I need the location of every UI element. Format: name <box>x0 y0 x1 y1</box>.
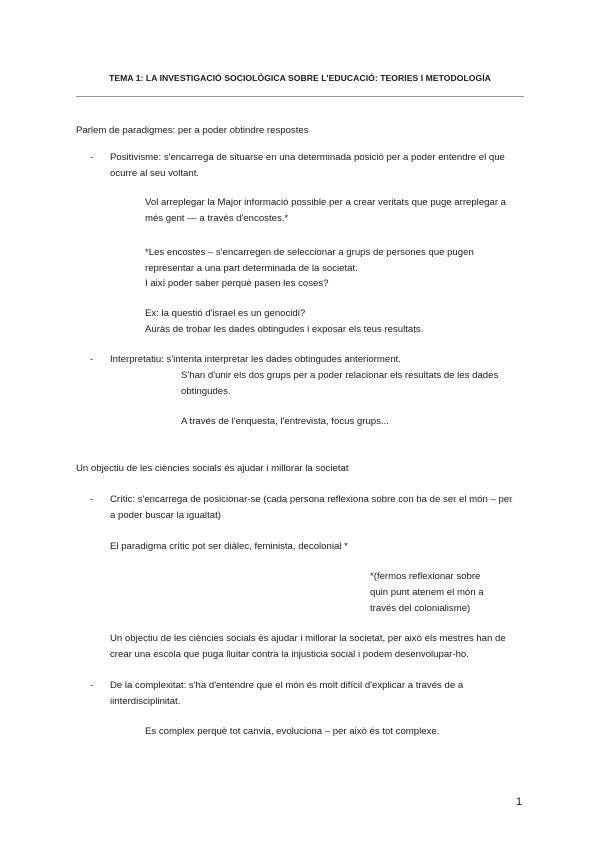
complexitat-line-1: De la complexitat: s'ha d'entendre que el món és molt difícil d'explicar a través de a <box>110 680 464 691</box>
objectiu-heading: Un objectiu de les ciències socials és ajudar i millorar la societat <box>76 463 349 474</box>
example-line-1: Ex: la questió d'israel es un genocidi? <box>145 308 306 319</box>
encostes-note-line-2: representar a una part determinada de la societat. <box>145 263 358 274</box>
positivisme-line-2: ocurre al seu voltant. <box>110 168 200 179</box>
critic-line-1: Crític: s'encarrega de posicionar-se (cada persona reflexiona sobre con ha de ser el món – per <box>110 494 513 505</box>
bullet-dash-complexitat: - <box>90 680 94 691</box>
complexitat-sub-line-1: Es complex perquè tot canvia, evoluciona – per això és tot complexe. <box>145 726 440 737</box>
positivisme-sub-line-2: més gent — a través d'encostes.* <box>145 213 289 224</box>
encostes-note-line-1: *Les encostes – s'encarregen de seleccionar a grups de persones que pugen <box>145 247 474 258</box>
critic-sub-line-1: El paradigma crític pot ser diàlec, feminista, decolonial * <box>110 541 348 552</box>
critic-note-line-3: través del colonialisme) <box>370 603 471 614</box>
paradigms-heading: Parlem de paradigmes: per a poder obtindre respostes <box>76 125 309 136</box>
example-line-2: Auràs de trobar les dades obtingudes i exposar els teus resultats. <box>145 324 424 335</box>
critic-note-line-1: *(fermos reflexionar sobre <box>370 571 481 582</box>
critic-paragraph-line-2: crear una escola que puga lluitar contra la injusticia social i podem desenvolupar-ho. <box>110 649 469 660</box>
interpretatiu-sub-line-1: S'han d'unir els dos grups per a poder relacionar els resultats de les dades <box>181 370 499 381</box>
critic-line-2: a poder buscar la igualtat) <box>110 510 221 521</box>
bullet-dash-positivisme: - <box>90 152 94 163</box>
complexitat-line-2: iinterdisciplinitat. <box>110 696 181 707</box>
interpretatiu-sub-line-2: obtingudes. <box>181 386 231 397</box>
positivisme-sub-line-1: Vol arreplegar la Major informació possible per a crear veritats que puge arreplegar a <box>145 197 507 208</box>
title-divider <box>76 96 524 97</box>
bullet-dash-interpretatiu: - <box>90 354 94 365</box>
positivisme-line-1: Positivisme: s'encarrega de situarse en una determinada posició per a poder entendre el que <box>110 152 505 163</box>
encostes-note-line-3: I així poder saber perquè pasen les coses? <box>145 278 329 289</box>
critic-note-line-2: quin punt atenem el món a <box>370 587 484 598</box>
page-number: 1 <box>516 796 523 808</box>
interpretatiu-line-1: Interpretatiu: s'intenta interpretar les dades obtingudes anteriorment. <box>110 354 401 365</box>
interpretatiu-sub-line-3: A través de l'enquesta, l'entrevista, focus grups... <box>181 416 389 427</box>
bullet-dash-critic: - <box>90 494 94 505</box>
document-title: TEMA 1: LA INVESTIGACIÓ SOCIOLÒGICA SOBRE L'EDUCACIÓ: TEORIES I METODOLOGÍA <box>109 73 491 83</box>
critic-paragraph-line-1: Un objectiu de les ciències socials és ajudar i millorar la societat, per això els mestres han de <box>110 633 506 644</box>
